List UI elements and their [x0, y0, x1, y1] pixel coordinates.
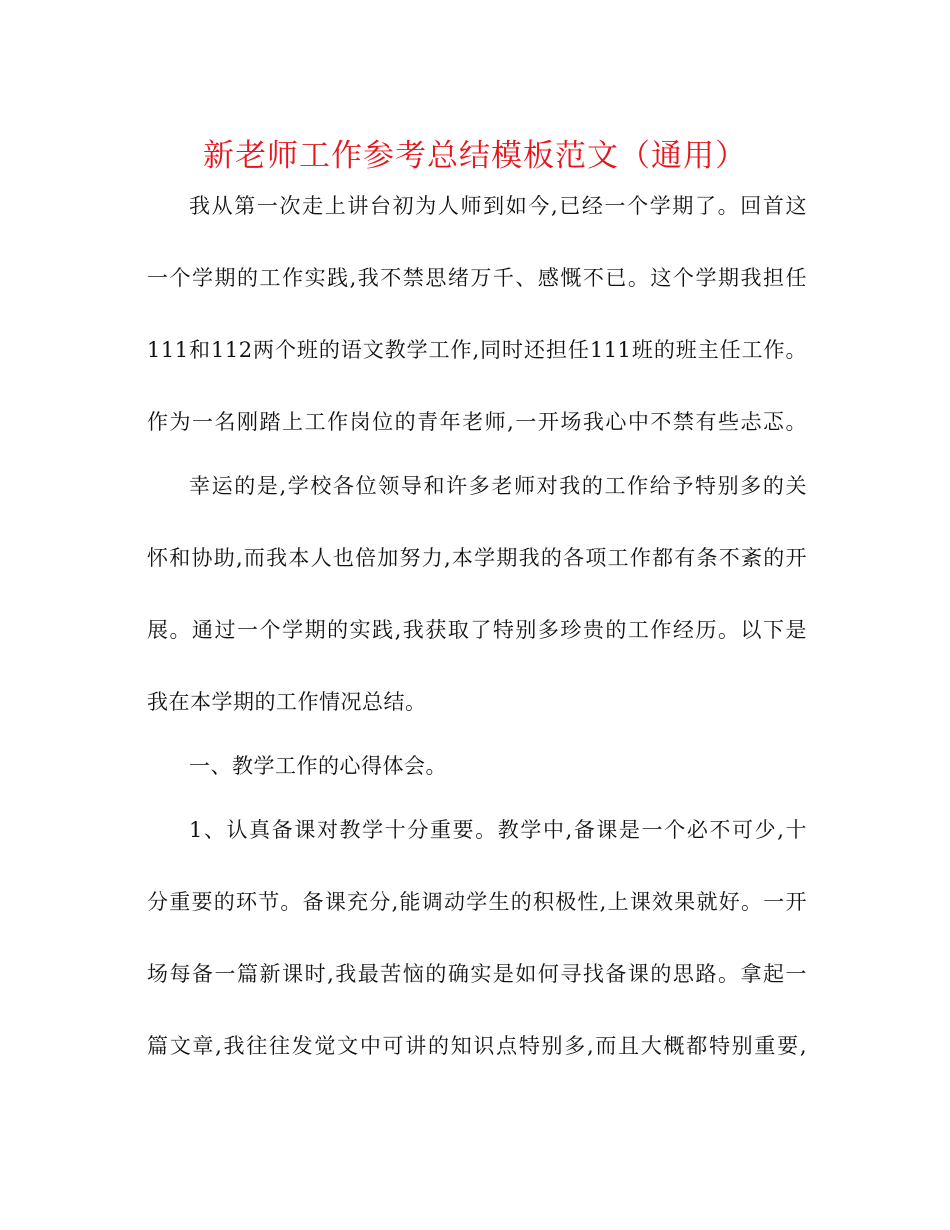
- paragraph-line: 我在本学期的工作情况总结。: [147, 690, 427, 714]
- section-heading: 一、教学工作的心得体会。: [189, 754, 447, 778]
- paragraph-line: 怀和协助,而我本人也倍加努力,本学期我的各项工作都有条不紊的开: [147, 546, 807, 570]
- paragraph-line: 篇文章,我往往发觉文中可讲的知识点特别多,而且大概都特别重要,: [147, 1034, 807, 1058]
- paragraph-line: 作为一名刚踏上工作岗位的青年老师,一开场我心中不禁有些忐忑。: [147, 410, 807, 434]
- paragraph-line: 幸运的是,学校各位领导和许多老师对我的工作给予特别多的关: [189, 474, 807, 498]
- paragraph-line: 场每备一篇新课时,我最苦恼的确实是如何寻找备课的思路。拿起一: [147, 962, 807, 986]
- paragraph-line: 分重要的环节。备课充分,能调动学生的积极性,上课效果就好。一开: [147, 890, 807, 914]
- paragraph-line: 一个学期的工作实践,我不禁思绪万千、感慨不已。这个学期我担任: [147, 266, 807, 290]
- paragraph-line: 展。通过一个学期的实践,我获取了特别多珍贵的工作经历。以下是: [147, 618, 807, 642]
- paragraph-line: 1、认真备课对教学十分重要。教学中,备课是一个必不可少,十: [189, 818, 807, 842]
- document-title: 新老师工作参考总结模板范文（通用）: [203, 138, 747, 174]
- paragraph-line: 我从第一次走上讲台初为人师到如今,已经一个学期了。回首这: [189, 194, 807, 218]
- paragraph-line: 111和112两个班的语文教学工作,同时还担任111班的班主任工作。: [147, 338, 807, 362]
